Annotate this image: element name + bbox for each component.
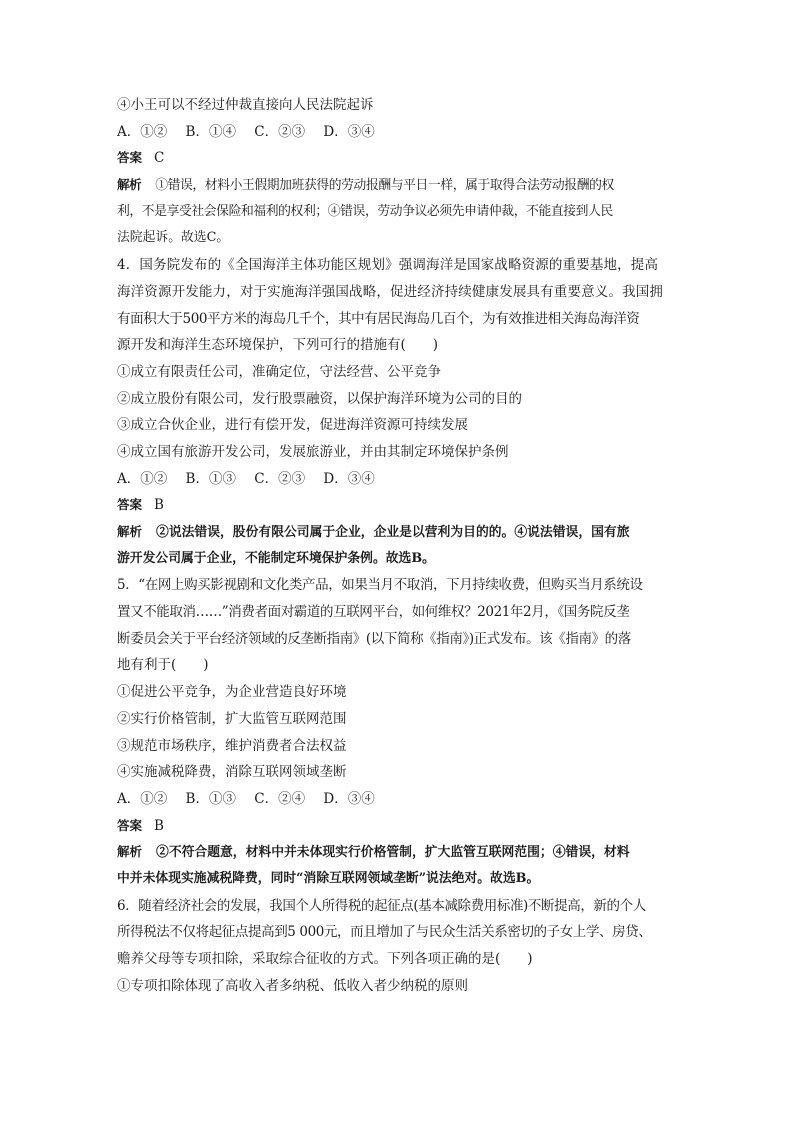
- q6-stem-line-1: 6．随着经济社会的发展，我国个人所得税的起征点(基本减除费用标准)不断提高，新的个人: [117, 897, 646, 914]
- answer-label: 答案: [117, 817, 143, 833]
- explanation-label: 解析: [117, 177, 142, 193]
- q4-item-2: ②成立股份有限公司，发行股票融资，以保护海洋环境为公司的目的: [117, 390, 522, 407]
- answer-label: 答案: [117, 497, 143, 513]
- choice-c: C．②③: [254, 470, 306, 487]
- q5-choices: [117, 786, 677, 813]
- q5-stem-line-3: 断委员会关于平台经济领域的反垄断指南》(以下简称《指南》)正式发布。该《指南》的落: [117, 630, 631, 647]
- explanation-text: 中并未体现实施减税降费，同时“消除互联网领域垄断”说法绝对。故选B。: [117, 870, 540, 886]
- choice-a: A．①②: [117, 470, 168, 487]
- choice-d: D．③④: [323, 790, 375, 807]
- q5-explanation-line-2: [117, 866, 677, 893]
- q5-stem-line-2: 置又不能取消……”消费者面对霸道的互联网平台，如何维权？2021年2月，《国务院反垄: [117, 604, 630, 621]
- choice-b: B．①③: [185, 470, 236, 487]
- q4-explanation-line-1: [117, 519, 677, 546]
- q4-answer: [117, 492, 677, 519]
- q5-answer: [117, 813, 677, 840]
- explanation-text: ①错误，材料小王假期加班获得的劳动报酬与平日一样，属于取得合法劳动报酬的权: [155, 178, 614, 194]
- explanation-label: 解析: [117, 524, 143, 539]
- q6-stem-line-3: 赡养父母等专项扣除，采取综合征收的方式。下列各项正确的是( ): [117, 951, 533, 967]
- q4-explanation-line-2: [117, 546, 677, 573]
- answer-value: B: [154, 497, 164, 514]
- choice-b: B．①③: [185, 790, 236, 807]
- q5-item-2: ②实行价格管制，扩大监管互联网范围: [117, 710, 347, 727]
- q5-stem-line-4: 地有利于( ): [117, 657, 209, 674]
- q4-stem-line-2: 海洋资源开发能力，对于实施海洋强国战略，促进经济持续健康发展具有重要意义。我国拥: [117, 283, 663, 300]
- q5-item-3: ③规范市场秩序，维护消费者合法权益: [117, 737, 347, 754]
- answer-value: C: [154, 150, 165, 167]
- answer-value: B: [154, 817, 164, 834]
- choice-d: D．③④: [323, 123, 375, 140]
- choice-d: D．③④: [323, 470, 375, 487]
- explanation-text: ②不符合题意，材料中并未体现实行价格管制，扩大监管互联网范围；④错误，材料: [156, 845, 630, 861]
- choice-a: A．①②: [117, 123, 168, 140]
- q5-stem-line-1: 5．“在网上购买影视剧和文化类产品，如果当月不取消，下月持续收费，但购买当月系统设: [117, 577, 643, 594]
- q4-item-4: ④成立国有旅游开发公司，发展旅游业，并由其制定环境保护条例: [117, 443, 509, 460]
- choice-a: A．①②: [117, 790, 168, 807]
- q3-explanation-line-1: [117, 172, 677, 199]
- q4-item-1: ①成立有限责任公司，准确定位，守法经营、公平竞争: [117, 363, 441, 380]
- q4-item-3: ③成立合伙企业，进行有偿开发，促进海洋资源可持续发展: [117, 417, 468, 434]
- q3-explanation-line-2: 利，不是享受社会保险和福利的权利；④错误，劳动争议必须先申请仲裁，不能直接到人民: [117, 203, 613, 219]
- q5-item-1: ①促进公平竞争，为企业营造良好环境: [117, 684, 347, 701]
- q4-stem-line-1: 4．国务院发布的《全国海洋主体功能区规划》强调海洋是国家战略资源的重要基地，提高: [117, 257, 659, 274]
- q4-choices: [117, 466, 677, 493]
- q3-choices: [117, 119, 677, 146]
- choice-c: C．②③: [254, 123, 306, 140]
- q5-item-4: ④实施减税降费，消除互联网领域垄断: [117, 764, 347, 781]
- answer-label: 答案: [117, 150, 143, 166]
- q3-explanation-line-3: 法院起诉。故选C。: [117, 230, 230, 246]
- explanation-text: ②说法错误，股份有限公司属于企业，企业是以营利为目的的。④说法错误，国有旅: [156, 525, 630, 540]
- choice-c: C．②④: [254, 790, 306, 807]
- explanation-text: 游开发公司属于企业，不能制定环境保护条例。故选B。: [117, 550, 435, 566]
- choice-b: B．①④: [185, 123, 236, 140]
- q3-answer: [117, 145, 677, 172]
- q3-option-item-4: ④小王可以不经过仲裁直接向人民法院起诉: [117, 97, 374, 113]
- page-content: [117, 92, 677, 999]
- q4-stem-line-4: 源开发和海洋生态环境保护，下列可行的措施有( ): [117, 337, 439, 354]
- q6-stem-line-2: 所得税法不仅将起征点提高到5 000元，而且增加了与民众生活关系密切的子女上学、房贷、: [117, 924, 652, 941]
- q4-stem-line-3: 有面积大于500平方米的海岛几千个，其中有居民海岛几百个，为有效推进相关海岛海洋资: [117, 310, 640, 327]
- q6-item-1: ①专项扣除体现了高收入者多纳税、低收入者少纳税的原则: [117, 977, 468, 994]
- q5-explanation-line-1: [117, 839, 677, 866]
- explanation-label: 解析: [117, 844, 143, 860]
